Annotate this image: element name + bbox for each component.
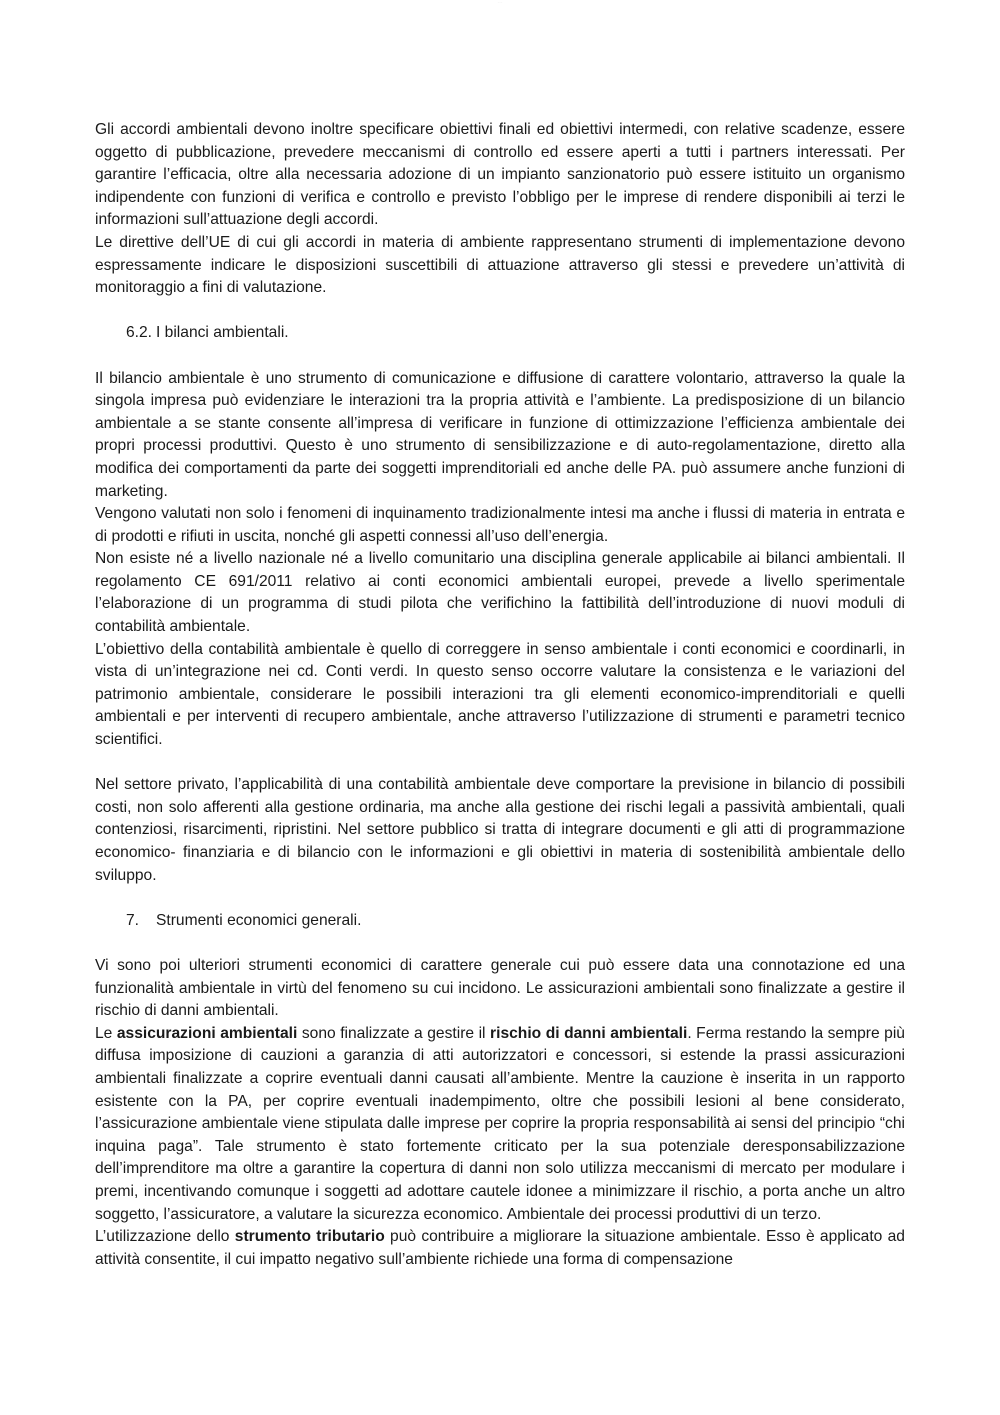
paragraph	[95, 1226, 905, 1271]
paragraph: Il bilancio ambientale è uno strumento di comunicazione e diffusione di carattere volontario, attraverso la quale la singola impresa può evidenziare le interazioni tra la propria attività e l’ambiente. La predisposizione di un bilancio ambientale a se stante consente all’impresa di verificare in funzione di ottimizzazione l’efficienza ambientale dei propri processi produttivi. Questo è uno strumento di sensibilizzazione e di auto-regolamentazione, diretto alla modifica dei comportamenti da parte dei soggetti imprenditoriali ed anche delle PA. può assumere anche funzioni di marketing.	[95, 369, 905, 500]
section-heading-7	[95, 910, 905, 933]
paragraph: Gli accordi ambientali devono inoltre specificare obiettivi finali ed obiettivi intermedi, con relative scadenze, essere oggetto di pubblicazione, prevedere meccanismi di controllo ed essere aperti a tutti i partners interessati. Per garantire l’efficacia, oltre alla necessaria adozione di un impianto sanzionatorio può essere istituito un organismo indipendente con funzioni di verifica e controllo e previsto l’obbligo per le imprese di rendere disponibili ai terzi le informazioni sull’attuazione degli accordi.	[95, 121, 905, 229]
text-run: può contribuire a migliorare la situazione ambientale. Esso è applicato ad attività consentite, il cui impatto negativo sull’ambiente richiede una forma di compensazione	[95, 1228, 905, 1268]
bold-term: rischio di danni ambientali	[490, 1024, 688, 1042]
section-heading-6-2	[95, 322, 905, 345]
text-run: . Ferma restando la sempre più diffusa imposizione di cauzioni a garanzia di atti autorizzatori e concessori, si estende la prassi assicurazioni ambientali finalizzate a coprire eventuali danni causati all’ambiente. Mentre la cauzione è inserita in un rapporto esistente con la PA, per coprire eventuali inadempimento, oltre che possibili lesioni al bene considerato, l’assicurazione ambientale viene stipulata dalle imprese per coprire la propria responsabilità ai sensi del principio “chi inquina paga”. Tale strumento è stato fortemente criticato per la sua potenziale deresponsabilizzazione dell’imprenditore ma oltre a garantire la copertura di danni non solo utilizza meccanismi di mercato per modulare i premi, incentivando comunque i soggetti ad adottare cautele idonee a minimizzare il rischio, a porta anche un altro soggetto, l’assicuratore, a valutare la sicurezza economico. Ambientale dei processi produttivi di un terzo.	[95, 1024, 905, 1223]
bold-term: strumento tributario	[234, 1228, 385, 1246]
paragraph: L’obiettivo della contabilità ambientale è quello di correggere in senso ambientale i conti economici e coordinarli, in vista di un’integrazione nei cd. Conti verdi. In questo senso occorre valutare la consistenza e le variazioni del patrimonio ambientale, considerare le possibili interazioni tra gli elementi economico-imprenditoriali e quelli ambientali e per interventi di recupero ambientale, anche attraverso l’utilizzazione di strumenti e parametri tecnico scientifici.	[95, 640, 905, 749]
paragraph: Non esiste né a livello nazionale né a livello comunitario una disciplina generale applicabile ai bilanci ambientali. Il regolamento CE 691/2011 relativo ai conti economici ambientali europei, prevede a livello sperimentale l’elaborazione di un programma di studi pilota che verifichino la fattibilità dell’introduzione di nuovi moduli di contabilità ambientale.	[95, 550, 905, 636]
section-title: Strumenti economici generali.	[156, 911, 362, 929]
bold-term: assicurazioni ambientali	[116, 1024, 298, 1042]
section-number: 6.2.	[126, 324, 153, 342]
paragraph	[95, 1023, 905, 1226]
paragraph: Vengono valutati non solo i fenomeni di inquinamento tradizionalmente intesi ma anche i flussi di materia in entrata e di prodotti e rifiuti in uscita, nonché gli aspetti connessi all’uso dell’energia.	[95, 505, 905, 545]
text-run: L’utilizzazione dello	[95, 1228, 235, 1246]
paragraph: Vi sono poi ulteriori strumenti economici di carattere generale cui può essere data una connotazione ed una funzionalità ambientale in virtù del fenomeno su cui incidono. Le assicurazioni ambientali sono finalizzate a gestire il rischio di danni ambientali.	[95, 956, 905, 1020]
text-run: Le	[95, 1024, 117, 1042]
page-header-mark: · · ·	[497, 0, 503, 4]
document-page	[95, 119, 905, 1271]
paragraph: Le direttive dell’UE di cui gli accordi in materia di ambiente rappresentano strumenti di implementazione devono espressamente indicare le disposizioni suscettibili di attuazione attraverso gli stessi e prevedere un’attività di monitoraggio a fini di valutazione.	[95, 233, 905, 297]
section-title: I bilanci ambientali.	[156, 324, 289, 342]
paragraph: Nel settore privato, l’applicabilità di una contabilità ambientale deve comportare la previsione in bilancio di possibili costi, non solo afferenti alla gestione ordinaria, ma anche alla gestione dei rischi legali a passività ambientali, quali contenziosi, risarcimenti, ripristini. Nel settore pubblico si tratta di integrare documenti e gli atti di programmazione economico- finanziaria e di bilancio con le informazioni e gli obiettivi in materia di sostenibilità ambientale dello sviluppo.	[95, 776, 905, 884]
section-number: 7.	[126, 911, 140, 929]
text-run: sono finalizzate a gestire il	[297, 1024, 491, 1042]
